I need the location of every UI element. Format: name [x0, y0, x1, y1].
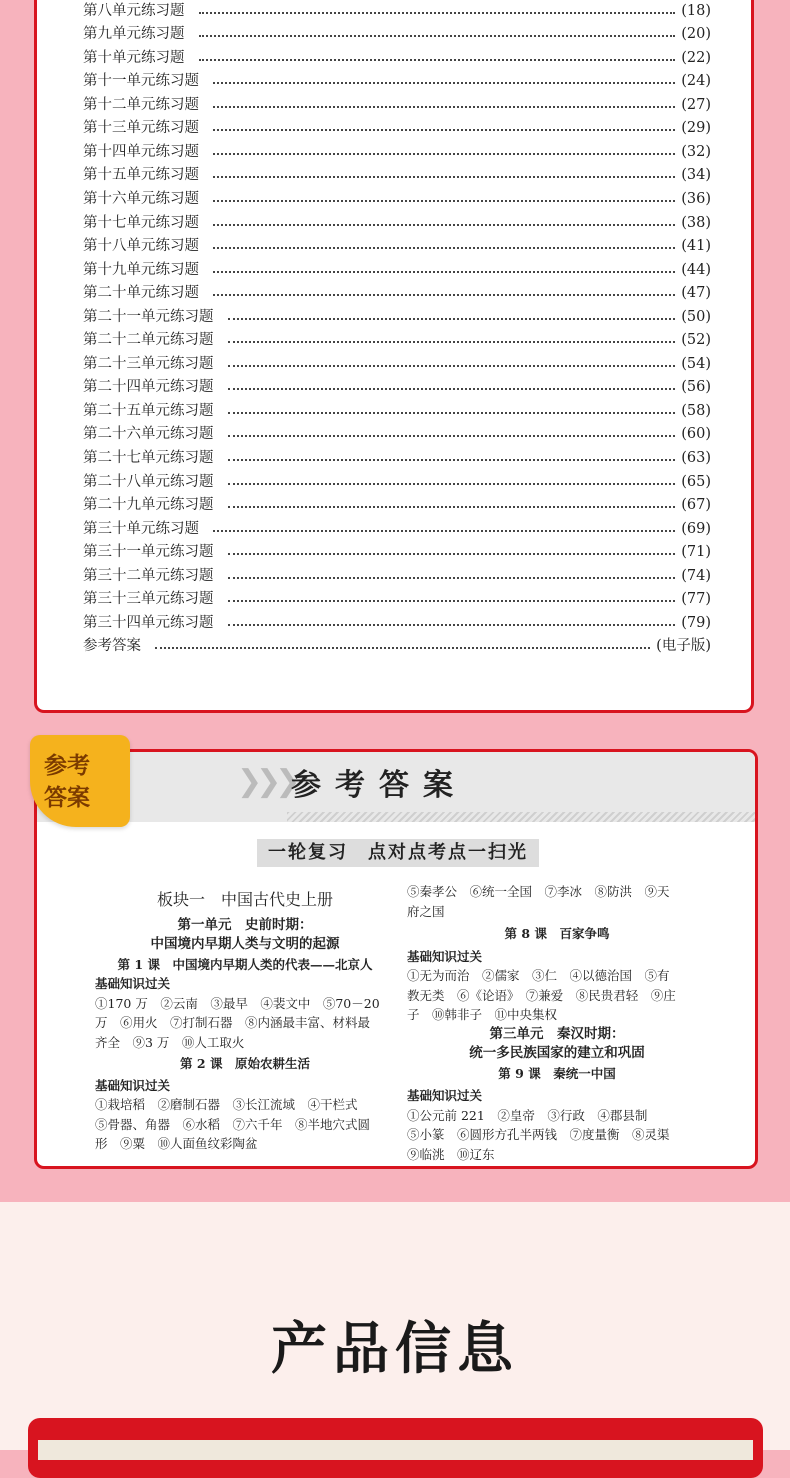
toc-leader-dots: [228, 575, 676, 579]
toc-page: (29): [681, 120, 711, 137]
toc-title: 第八单元练习题: [83, 2, 185, 19]
toc-title: 第二十六单元练习题: [83, 426, 214, 443]
toc-row: [83, 164, 711, 186]
basic-knowledge-label: 基础知识过关: [407, 1088, 483, 1103]
toc-title: 第三十单元练习题: [83, 520, 199, 537]
answers-title: 参考答案: [291, 768, 467, 803]
toc-title: 第十六单元练习题: [83, 190, 199, 207]
unit3-subtitle: 统一多民族国家的建立和巩固: [469, 1045, 645, 1061]
toc-title: 第二十一单元练习题: [83, 308, 214, 325]
toc-leader-dots: [228, 504, 676, 508]
toc-row: [83, 282, 711, 304]
toc-row: [83, 400, 711, 422]
toc-row: [83, 329, 711, 351]
toc-leader-dots: [213, 151, 675, 155]
toc-page: (56): [681, 379, 711, 396]
toc-title: 第二十四单元练习题: [83, 379, 214, 396]
toc-row: [83, 565, 711, 587]
answer-line: 形 ⑨粟 ⑩人面鱼纹彩陶盆: [95, 1136, 258, 1151]
toc-title: 第二十单元练习题: [83, 285, 199, 302]
toc-row: [83, 635, 711, 657]
badge-line2: 答案: [44, 785, 90, 811]
toc-title: 第十三单元练习题: [83, 120, 199, 137]
answers-right-column: [407, 882, 707, 1164]
answer-line: ⑤骨器、角器 ⑥水稻 ⑦六千年 ⑧半地穴式圆: [95, 1116, 371, 1132]
toc-page: (60): [681, 426, 711, 443]
toc-row: [83, 494, 711, 516]
toc-page: (69): [681, 520, 711, 537]
toc-leader-dots: [213, 245, 675, 249]
toc-title: 第三十一单元练习题: [83, 544, 214, 561]
toc-leader-dots: [228, 410, 676, 414]
toc-page: (54): [681, 355, 711, 372]
answer-line: 教无类 ⑥《论语》 ⑦兼爱 ⑧民贵君轻 ⑨庄: [407, 987, 676, 1003]
toc-page: (36): [681, 190, 711, 207]
toc-page: (67): [681, 497, 711, 514]
answer-line: 万 ⑥用火 ⑦打制石器 ⑧内涵最丰富、材料最: [95, 1015, 371, 1030]
toc-title: 第三十三单元练习题: [83, 591, 214, 608]
toc-title: 第三十二单元练习题: [83, 567, 214, 584]
toc-page: (32): [681, 143, 711, 160]
answers-left-column: [95, 890, 395, 1154]
toc-page: (27): [681, 96, 711, 113]
toc-title: 第十四单元练习题: [83, 143, 199, 160]
answer-line: ⑤小篆 ⑥圆形方孔半两钱 ⑦度量衡 ⑧灵渠: [407, 1127, 670, 1142]
toc-leader-dots: [213, 127, 675, 131]
answer-line: ⑤秦孝公 ⑥统一全国 ⑦李冰 ⑧防洪 ⑨天: [407, 884, 670, 899]
toc-page: (电子版): [656, 638, 711, 655]
toc-leader-dots: [213, 269, 675, 273]
badge-line1: 参考: [44, 753, 90, 779]
toc-title: 第十七单元练习题: [83, 214, 199, 231]
toc-row: [83, 141, 711, 163]
lesson2-title: 第 2 课 原始农耕生活: [180, 1056, 310, 1071]
toc-title: 第十一单元练习题: [83, 73, 199, 90]
review-subhead: 一轮复习 点对点考点一扫光: [257, 839, 539, 867]
answer-line: ①公元前 221 ②皇帝 ③行政 ④郡县制: [407, 1107, 648, 1123]
lesson1-title: 第 1 课 中国境内早期人类的代表——北京人: [117, 956, 373, 972]
toc-page: (52): [681, 332, 711, 349]
toc-leader-dots: [213, 80, 675, 84]
toc-page: (50): [681, 308, 711, 325]
toc-row: [83, 259, 711, 281]
toc-row: [83, 117, 711, 139]
answer-line: 子 ⑩韩非子 ⑪中央集权: [407, 1007, 558, 1022]
toc-leader-dots: [213, 292, 675, 296]
toc-page: (71): [681, 544, 711, 561]
toc-leader-dots: [228, 481, 676, 485]
toc-leader-dots: [228, 386, 676, 390]
basic-knowledge-label: 基础知识过关: [95, 976, 171, 991]
toc-title: 第十单元练习题: [83, 49, 185, 66]
toc-leader-dots: [213, 222, 675, 226]
answer-line: ①栽培稻 ②磨制石器 ③长江流域 ④干栏式: [95, 1097, 358, 1112]
toc-page: (38): [681, 214, 711, 231]
product-info-title: 产品信息: [271, 1317, 519, 1382]
answer-line: ①170 万 ②云南 ③最早 ④裴文中 ⑤70－20: [95, 995, 380, 1011]
toc-row: [83, 423, 711, 445]
toc-leader-dots: [228, 598, 676, 602]
toc-row: [83, 0, 711, 22]
toc-title: 第二十二单元练习题: [83, 332, 214, 349]
toc-title: 第十五单元练习题: [83, 167, 199, 184]
toc-page: (18): [681, 2, 711, 19]
toc-page: (63): [681, 450, 711, 466]
toc-title: 第二十三单元练习题: [83, 355, 214, 372]
toc-page: (24): [681, 73, 711, 90]
toc-page: (44): [681, 261, 711, 278]
toc-leader-dots: [228, 457, 676, 461]
answers-panel: [34, 749, 758, 1169]
toc-page: (41): [681, 238, 711, 255]
toc-row: [83, 376, 711, 398]
toc-page: (47): [681, 285, 711, 302]
toc-row: [83, 447, 711, 469]
toc-row: [83, 541, 711, 563]
toc-row: [83, 518, 711, 540]
answer-line: 府之国: [407, 903, 445, 919]
toc-title: 参考答案: [83, 638, 141, 655]
toc-row: [83, 23, 711, 45]
toc-title: 第二十五单元练习题: [83, 402, 214, 419]
unit1-subtitle: 中国境内早期人类与文明的起源: [150, 936, 340, 952]
toc-title: 第十九单元练习题: [83, 261, 199, 278]
toc-title: 第十二单元练习题: [83, 96, 199, 113]
toc-row: [83, 612, 711, 634]
toc-panel: [34, 0, 754, 713]
toc-page: (22): [681, 49, 711, 66]
toc-leader-dots: [199, 33, 676, 37]
toc-page: (74): [681, 567, 711, 584]
toc-leader-dots: [213, 198, 675, 202]
toc-leader-dots: [199, 57, 676, 61]
toc-page: (20): [681, 26, 711, 43]
toc-leader-dots: [213, 174, 675, 178]
toc-leader-dots: [228, 316, 676, 320]
toc-row: [83, 47, 711, 69]
lesson8-title: 第 8 课 百家争鸣: [504, 926, 610, 941]
toc-row: [83, 188, 711, 210]
toc-title: 第二十九单元练习题: [83, 497, 214, 514]
toc-row: [83, 588, 711, 610]
toc-leader-dots: [228, 363, 676, 367]
toc-page: (58): [681, 402, 711, 419]
toc-leader-dots: [199, 10, 676, 14]
toc-page: (79): [681, 614, 711, 631]
toc-row: [83, 70, 711, 92]
toc-row: [83, 471, 711, 493]
lesson9-title: 第 9 课 秦统一中国: [498, 1065, 616, 1081]
basic-knowledge-label: 基础知识过关: [95, 1077, 171, 1093]
toc-page: (34): [681, 167, 711, 184]
toc-row: [83, 212, 711, 234]
answers-header: [37, 752, 755, 822]
answer-line: 齐全 ⑨3 万 ⑩人工取火: [95, 1034, 245, 1050]
header-stripes: [287, 812, 757, 822]
basic-knowledge-label: 基础知识过关: [407, 948, 483, 964]
toc-title: 第二十七单元练习题: [83, 450, 214, 466]
toc-title: 第十八单元练习题: [83, 238, 199, 255]
toc-leader-dots: [228, 433, 676, 437]
chevron-arrows-icon: ❯❯❯: [237, 764, 295, 799]
toc-leader-dots: [228, 622, 676, 626]
toc-row: [83, 235, 711, 257]
toc-leader-dots: [228, 551, 676, 555]
toc-leader-dots: [155, 645, 650, 649]
answer-line: ①无为而治 ②儒家 ③仁 ④以德治国 ⑤有: [407, 968, 670, 983]
unit3-title: 第三单元 秦汉时期：: [489, 1025, 625, 1042]
toc-leader-dots: [213, 528, 675, 532]
toc-page: (77): [681, 591, 711, 608]
toc-leader-dots: [228, 339, 676, 343]
product-image: [38, 1440, 753, 1460]
unit1-title: 第一单元 史前时期：: [177, 916, 313, 933]
toc-leader-dots: [213, 104, 675, 108]
toc-page: (65): [681, 473, 711, 490]
toc-row: [83, 94, 711, 116]
toc-row: [83, 306, 711, 328]
toc-row: [83, 353, 711, 375]
block-title: 板块一 中国古代史上册: [156, 890, 333, 909]
toc-title: 第九单元练习题: [83, 26, 185, 43]
answer-line: ⑨临洮 ⑩辽东: [407, 1146, 495, 1162]
answers-badge: [30, 735, 130, 827]
toc-title: 第二十八单元练习题: [83, 473, 214, 490]
toc-title: 第三十四单元练习题: [83, 614, 214, 631]
